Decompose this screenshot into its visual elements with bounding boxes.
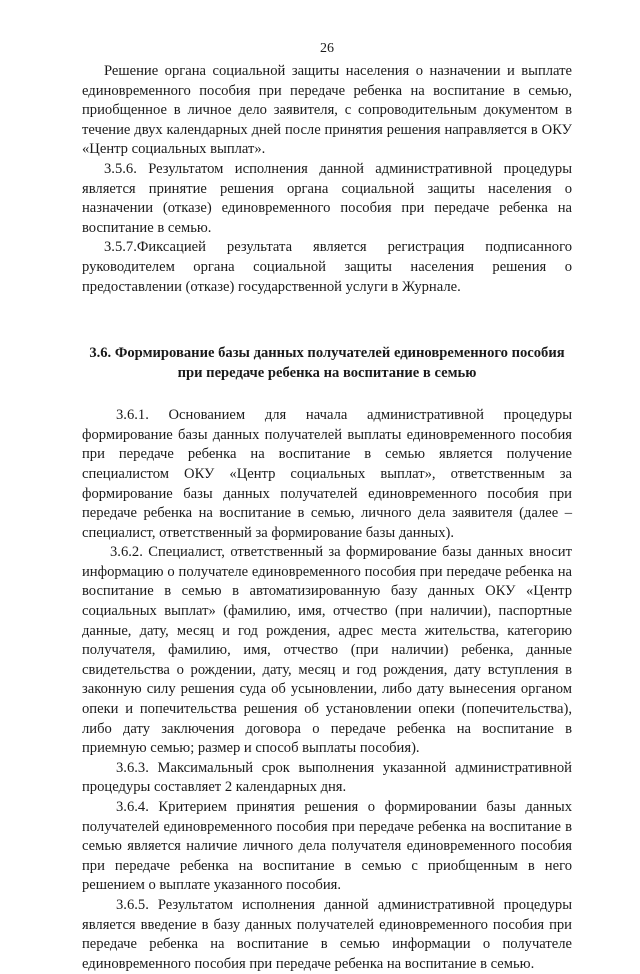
paragraph-3-6-1: 3.6.1. Основанием для начала административной процедуры формирование базы данных получателей выплаты единовременного пособия при передаче ребенка на воспитание в семью является получение специалистом ОКУ «Центр социальных выплат», ответственным за формирование базы данных получателей единовременного пособия при передаче ребенка на воспитание в семью, личного дела заявителя (далее – специалист, ответственный за формирование базы данных). [82,407,572,541]
section-heading-3-6: 3.6. Формирование базы данных получателей единовременного пособия при передаче ребенка на воспитание в семью [89,345,565,382]
paragraph-3-6-3: 3.6.3. Максимальный срок выполнения указанной административной процедуры составляет 2 календарных дня. [82,759,572,796]
paragraph-3-5-7: 3.5.7.Фиксацией результата является регистрация подписанного руководителем органа социальной защиты населения решения о предоставлении (отказе) государственной услуги в Журнале. [82,239,572,295]
page-number: 26 [320,41,334,56]
paragraph-decision-sent: Решение органа социальной защиты населения о назначении и выплате единовременного пособия при передаче ребенка на воспитание в семью, приобщенное в личное дело заявителя, с сопроводительным документом в течение двух календарных дней после принятия решения направляется в ОКУ «Центр социальных выплат». [82,63,572,158]
paragraph-3-6-5: 3.6.5. Результатом исполнения данной административной процедуры является введение в базу данных получателей единовременного пособия при передаче ребенка на воспитание в семью информации о получателе единовременного пособия при передаче ребенка на воспитание в семью. [82,896,572,972]
paragraph-3-6-2: 3.6.2. Специалист, ответственный за формирование базы данных вносит информацию о получателе единовременного пособия при передаче ребенка на воспитание в семью в автоматизированную базу данных ОКУ «Центр социальных выплат» (фамилию, имя, отчество (при наличии), паспортные данные, дату, месяц и год рождения, адрес места жительства, категорию получателя, фамилию, имя, отчество (при наличии) ребенка, данные свидетельства о рождении, дату, месяц и год рождения, дату вступления в законную силу решения суда об усыновлении, либо дату вынесения органом опеки и попечительства решения об установлении опеки (попечительства), либо дату заключения договора о передаче ребенка на воспитание в приемную семью; размер и способ выплаты пособия). [82,544,572,757]
paragraph-3-5-6: 3.5.6. Результатом исполнения данной административной процедуры является принятие решения органа социальной защиты населения о назначении (отказе) единовременного пособия при передаче ребенка на воспитание в семью. [82,160,572,236]
paragraph-3-6-4: 3.6.4. Критерием принятия решения о формировании базы данных получателей единовременного пособия при передаче ребенка на воспитание в семью является наличие личного дела получателя единовременного пособия при передаче ребенка на воспитание в семью с приобщенным в него решением о выплате указанного пособия. [82,799,572,894]
